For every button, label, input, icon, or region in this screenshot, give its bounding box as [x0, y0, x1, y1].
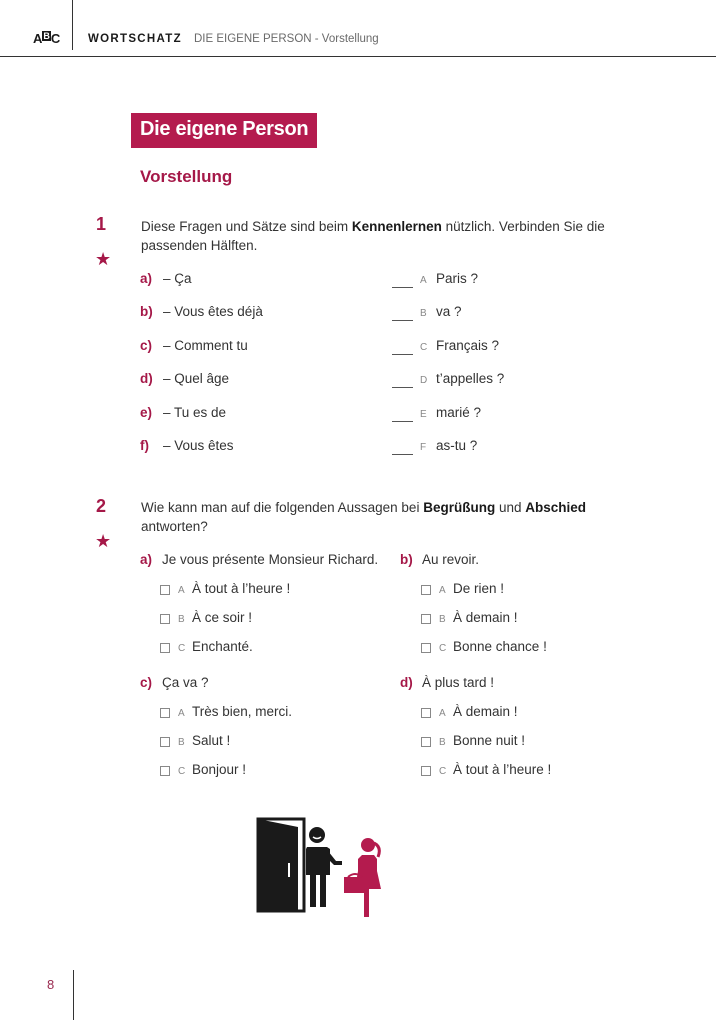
- item-label: f): [140, 438, 149, 453]
- option-letter: B: [178, 737, 185, 748]
- page-subtitle: Vorstellung: [140, 167, 233, 186]
- option-letter: C: [420, 342, 428, 353]
- option-text: Enchanté.: [192, 639, 253, 654]
- header-rule: [0, 56, 716, 57]
- sentence-start: – Ça: [163, 271, 192, 286]
- page-number: 8: [47, 977, 55, 992]
- sentence-start: – Comment tu: [163, 338, 248, 353]
- option-letter: F: [420, 442, 427, 453]
- abc-logo-icon: $A^BC$: [33, 31, 61, 46]
- question-label: c): [140, 675, 153, 690]
- option-checkbox[interactable]: [160, 708, 170, 718]
- difficulty-star-icon: ★: [95, 249, 112, 269]
- sentence-end: as-tu ?: [436, 438, 478, 453]
- option-text: À demain !: [453, 704, 518, 719]
- option-checkbox[interactable]: [421, 737, 431, 747]
- option-letter: A: [439, 708, 446, 719]
- option-letter: C: [439, 766, 447, 777]
- option-text: Bonjour !: [192, 762, 247, 777]
- item-label: a): [140, 271, 153, 286]
- item-label: d): [140, 371, 153, 386]
- option-letter: A: [178, 585, 185, 596]
- question-label: d): [400, 675, 413, 690]
- page-title: Die eigene Person: [140, 118, 309, 140]
- footer-divider: [73, 970, 74, 1020]
- option-checkbox[interactable]: [160, 643, 170, 653]
- option-letter: E: [420, 409, 427, 420]
- question-label: b): [400, 552, 413, 567]
- question-text: Au revoir.: [422, 552, 480, 567]
- item-label: b): [140, 304, 153, 319]
- option-letter: B: [420, 308, 427, 319]
- option-checkbox[interactable]: [421, 708, 431, 718]
- option-letter: B: [439, 737, 446, 748]
- question-text: Ça va ?: [162, 675, 209, 690]
- sentence-start: – Vous êtes: [163, 438, 234, 453]
- sentence-end: Français ?: [436, 338, 500, 353]
- option-checkbox[interactable]: [160, 737, 170, 747]
- answer-blank[interactable]: [392, 421, 413, 422]
- header-section: WORTSCHATZ: [88, 33, 182, 45]
- option-text: Salut !: [192, 733, 231, 748]
- option-text: À tout à l’heure !: [192, 581, 291, 596]
- option-letter: A: [439, 585, 446, 596]
- exercise-1-number: 1: [96, 214, 107, 234]
- option-letter: C: [178, 766, 186, 777]
- exercise-1-instruction: Diese Fragen und Sätze sind beim Kennenlernen nützlich. Verbinden Sie die passenden Hälften.: [141, 219, 605, 253]
- option-text: Bonne nuit !: [453, 733, 526, 748]
- option-letter: A: [178, 708, 185, 719]
- question-text: Je vous présente Monsieur Richard.: [162, 552, 379, 567]
- item-label: e): [140, 405, 153, 420]
- door-greeting-illustration-icon: [250, 815, 390, 925]
- header-divider: [72, 0, 73, 50]
- item-label: c): [140, 338, 153, 353]
- option-checkbox[interactable]: [421, 585, 431, 595]
- option-letter: C: [178, 643, 186, 654]
- question-label: a): [140, 552, 153, 567]
- exercise-2-instruction: Wie kann man auf die folgenden Aussagen bei Begrüßung und Abschied antworten?: [141, 500, 586, 534]
- option-checkbox[interactable]: [160, 585, 170, 595]
- answer-blank[interactable]: [392, 387, 413, 388]
- sentence-start: – Tu es de: [163, 405, 227, 420]
- difficulty-star-icon: ★: [95, 531, 112, 551]
- option-text: À tout à l’heure !: [453, 762, 552, 777]
- option-text: De rien !: [453, 581, 505, 596]
- option-checkbox[interactable]: [160, 614, 170, 624]
- sentence-start: – Quel âge: [163, 371, 230, 386]
- answer-blank[interactable]: [392, 354, 413, 355]
- option-letter: A: [420, 275, 427, 286]
- option-checkbox[interactable]: [421, 614, 431, 624]
- option-text: À demain !: [453, 610, 518, 625]
- option-checkbox[interactable]: [421, 766, 431, 776]
- option-text: Bonne chance !: [453, 639, 547, 654]
- answer-blank[interactable]: [392, 287, 413, 288]
- option-letter: B: [439, 614, 446, 625]
- sentence-end: va ?: [436, 304, 462, 319]
- question-text: À plus tard !: [422, 675, 495, 690]
- sentence-start: – Vous êtes déjà: [163, 304, 263, 319]
- option-checkbox[interactable]: [160, 766, 170, 776]
- answer-blank[interactable]: [392, 320, 413, 321]
- option-letter: D: [420, 375, 428, 386]
- option-text: À ce soir !: [192, 610, 253, 625]
- header-subsection: DIE EIGENE PERSON - Vorstellung: [194, 33, 379, 45]
- sentence-end: marié ?: [436, 405, 482, 420]
- sentence-end: Paris ?: [436, 271, 479, 286]
- option-letter: C: [439, 643, 447, 654]
- option-text: Très bien, merci.: [192, 704, 293, 719]
- answer-blank[interactable]: [392, 454, 413, 455]
- option-checkbox[interactable]: [421, 643, 431, 653]
- sentence-end: t’appelles ?: [436, 371, 505, 386]
- option-letter: B: [178, 614, 185, 625]
- exercise-2-number: 2: [96, 496, 107, 516]
